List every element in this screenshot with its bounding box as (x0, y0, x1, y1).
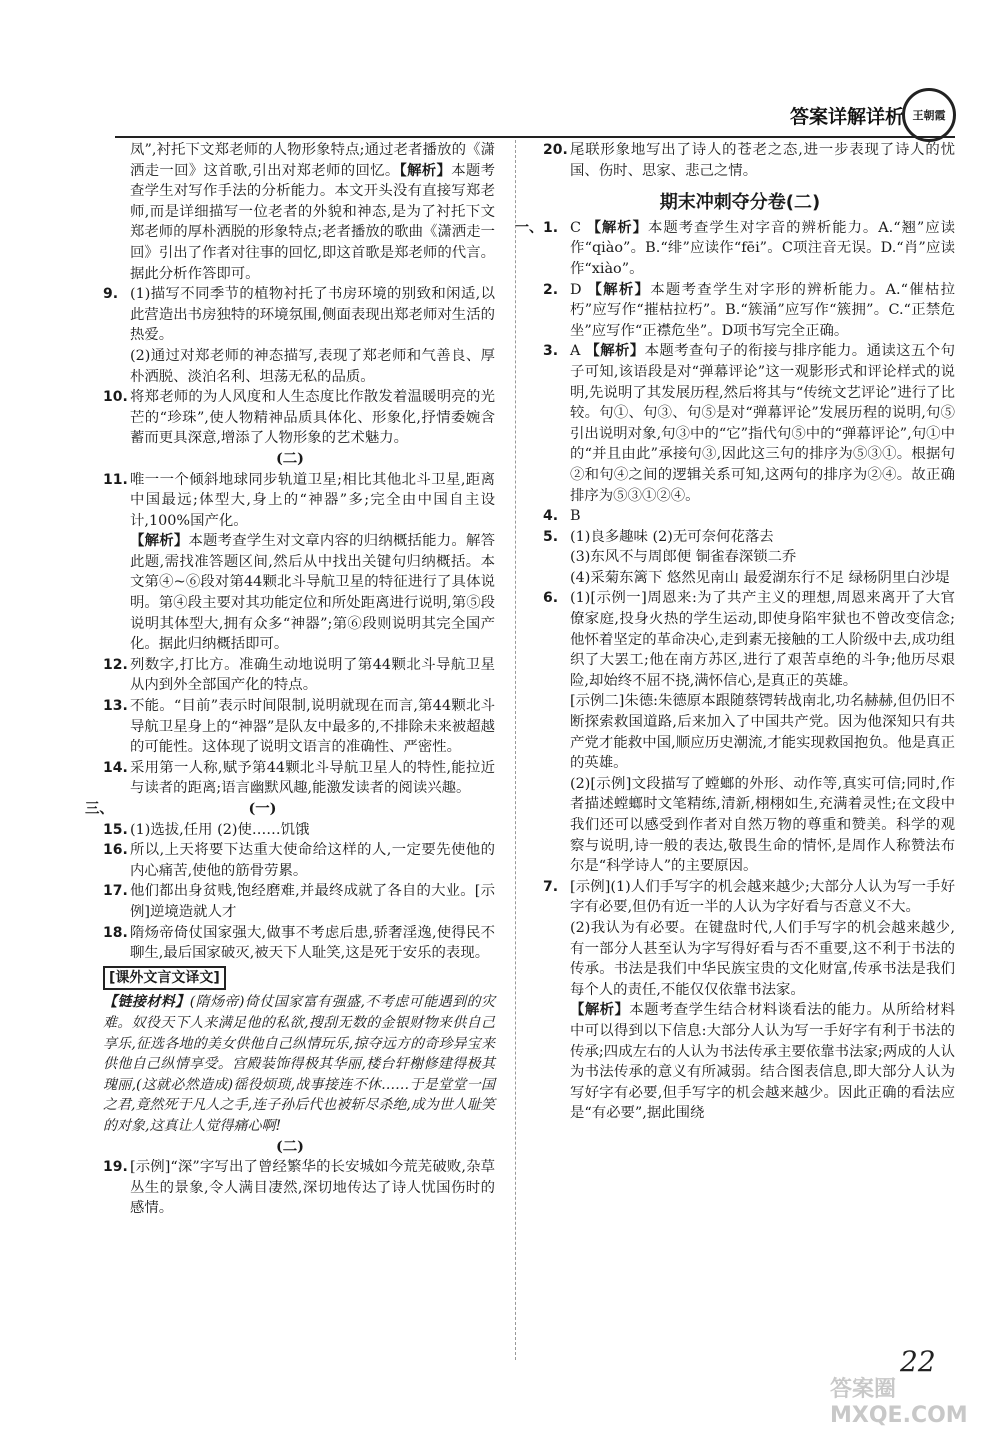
answer-r5-part-3: (3)东风不与周郎便 铜雀春深锁二乔 (570, 549, 797, 566)
answer-15: 15. (1)选拔,任用 (2)使……饥饿 (103, 821, 310, 838)
answer-r7-analysis: 【解析】本题考查学生结合材料谈看法的能力。从所给材料中可以得到以下信息:大部分人认为写一手好字有利于书法的传承;四成左右的人认为书法传承主要依靠书法家;两成的人认为书法传承的意义有所减弱。结合图表信息,即大部分人认为写好字有必要,但手写字的机会越来越少。因此正确的看法应是“有必要”,据此围绕 (570, 1002, 955, 1122)
column-divider (515, 140, 516, 1360)
right-column (515, 140, 956, 1124)
answer-r1: 一、 1. C 【解析】本题考查学生对字音的辨析能力。A.“翘”应读作“qiào”。B.“绯”应读作“fēi”。C项注音无误。D.“肖”应读作“xiào”。 (515, 219, 955, 277)
site-watermark: 答案圈 MXQE.COM (830, 1377, 968, 1428)
answer-14: 14. 采用第一人称,赋予第44颗北斗导航卫星人的特性,能拉近与读者的距离;语言幽默风趣,能激发读者的阅读兴趣。 (103, 759, 495, 797)
answer-11: 11. 唯一一个倾斜地球同步轨道卫星;相比其他北斗卫星,距离中国最远;体型大,身上的“神器”多;完全由中国自主设计,100%国产化。 (103, 471, 495, 529)
answer-r6-example-2: [示例二]朱德:朱德原本跟随蔡锷转战南北,功名赫赫,但仍旧不断探索救国道路,后来加入了中国共产党。因为他深知只有共产党才能救中国,顺应历史潮流,才能实现救国抱负。他是真正的英雄。 (570, 693, 955, 772)
answer-r7-part-2: (2)我认为有必要。在键盘时代,人们手写字的机会越来越少,有一部分人甚至认为字写得好看与否不重要,这不利于书法的传承。书法是我们中华民族宝贵的文化财富,传承书法是我们每个人的责任,不能仅仅依靠书法家。 (570, 919, 955, 998)
answer-11-analysis: 【解析】本题考查学生对文章内容的归纳概括能力。解答此题,需找准答题区间,然后从中找出关键句归纳概括。本文第④~⑥段对第44颗北斗导航卫星的特征进行了具体说明。第④段主要对其功能定位和所处距离进行说明,第⑤段说明其体型大,拥有众多“神器”;第⑥段则说明其完全国产化。据此归纳概括即可。 (130, 533, 495, 653)
answer-r5: 5. (1)良多趣味 (2)无可奈何花落去 (543, 528, 774, 545)
section-three-header: 三、 (一) (85, 800, 277, 817)
exam-section-title: 期末冲刺夺分卷(二) (659, 192, 821, 214)
extra-translation-title: [课外文言文译文] (103, 966, 226, 991)
publisher-logo: 王朝霞 (902, 88, 956, 142)
header-rule (115, 136, 955, 138)
subsection-title: (二) (275, 449, 304, 467)
header-title: 答案详解详析 (790, 106, 905, 128)
left-column (85, 140, 495, 1219)
answer-20: 20. 尾联形象地写出了诗人的苍老之态,进一步表现了诗人的忧国、伤时、思家、悲己之情。 (543, 142, 955, 179)
answer-18: 18. 隋炀帝倚仗国家强大,做事不考虑后患,骄奢淫逸,使得民不聊生,最后国家破灭,被天下人耻笑,这是死于安乐的表现。 (103, 924, 495, 962)
answer-13: 13. 不能。“目前”表示时间限制,说明就现在而言,第44颗北斗导航卫星身上的“神器”是队友中最多的,不排除未来被超越的可能性。这体现了说明文语言的准确性、严密性。 (103, 698, 495, 756)
answer-r7: 7. [示例](1)人们手写字的机会越来越少;大部分人认为写一手好字有必要,但仍有近一半的人认为字好看与否意义不大。 (543, 878, 955, 916)
extra-translation-text: 【链接材料】(隋炀帝)倚仗国家富有强盛,不考虑可能遇到的灾难。奴役天下人来满足他的私欲,搜刮无数的金银财物来供自己享乐,征选各地的美女供他自己纵情玩乐,掠夺远方的奇珍异宝来供他自己纵情享受。宫殿装饰得极其华丽,楼台轩榭修建得极其瑰丽,(这就必然造成)徭役烦琐,战事接连不休……于是堂堂一国之君,竟然死于凡人之手,连子孙后代也被斩尽杀绝,成为世人耻笑的对象,这真让人觉得痛心啊! (103, 994, 496, 1134)
answer-16: 16. 所以,上天将要下达重大使命给这样的人,一定要先使他的内心痛苦,使他的筋骨劳累。 (103, 842, 495, 879)
answer-17: 17. 他们都出身贫贱,饱经磨难,并最终成就了各自的大业。[示例]逆境造就人才 (103, 883, 495, 920)
answer-r6-part-2: (2)[示例]文段描写了螳螂的外形、动作等,真实可信;同时,作者描述螳螂时文笔精练,清新,栩栩如生,充满着灵性;在文段中我们还可以感受到作者对自然万物的尊重和赞美。科学的观察与说明,诗一般的表达,敬畏生命的情怀,是周作人称赞法布尔是“科学诗人”的主要原因。 (570, 775, 955, 875)
answer-r4: 4. B (543, 508, 581, 525)
answer-r5-part-4: (4)采菊东篱下 悠然见南山 最爱湖东行不足 绿杨阴里白沙堤 (570, 569, 950, 586)
answer-12: 12. 列数字,打比方。准确生动地说明了第44颗北斗导航卫星从内到外全部国产化的特点。 (103, 656, 495, 694)
answer-19: 19. [示例]“深”字写出了曾经繁华的长安城如今荒芜破败,杂草丛生的景象,令人满目凄然,深切地传达了诗人忧国伤时的感情。 (103, 1159, 495, 1217)
answer-10: 10. 将郑老师的为人风度和人生态度比作散发着温暖明亮的光芒的“珍珠”,使人物精神品质具体化、形象化,抒情委婉含蓄而更具深意,增添了人物形象的艺术魅力。 (103, 389, 495, 447)
answer-r3: 3. A 【解析】本题考查句子的衔接与排序能力。通读这五个句子可知,该语段是对“弹幕评论”这一观影形式和评论样式的说明,先说明了其发展历程,然后将其与“传统文艺评论”进行了比较。句①、句③、句⑤是对“弹幕评论”发展历程的说明,句⑤引出说明对象,句③中的“它”指代句⑤中的“弹幕评论”,句①中的“并且由此”承接句③,因此这三句的排序为⑤③①。根据句②和句④之间的逻辑关系可知,这两句的排序为②④。故正确排序为⑤③①②④。 (543, 343, 955, 504)
subsection-title-2: (二) (275, 1137, 304, 1155)
answer-continuation: 凤”,衬托下文郑老师的人物形象特点;通过老者播放的《潇洒走一回》这首歌,引出对郑老师的回忆。【解析】本题考查学生对写作手法的分析能力。本文开头没有直接写郑老师,而是详细描写一位老者的外貌和神态,是为了衬托下文郑老师的厚朴洒脱的形象特点;老者播放的歌曲《潇洒走一回》引出了作者对往事的回忆,即这首歌是郑老师的代言。据此分析作答即可。 (130, 142, 495, 282)
page-number: 22 (900, 1345, 936, 1378)
answer-r6: 6. (1)[示例一]周恩来:为了共产主义的理想,周恩来离开了大官僚家庭,投身火热的学生运动,即使身陷牢狱也不曾改变信念;他怀着坚定的革命决心,走到素无接触的工人阶级中去,成功组织了大罢工;他在南方苏区,进行了艰苦卓绝的斗争;他历尽艰险,却始终不屈不挠,满怀信心,是真正的英雄。 (543, 590, 955, 689)
answer-9-part-2: (2)通过对郑老师的神态描写,表现了郑老师和气善良、厚朴洒脱、淡泊名利、坦荡无私的品质。 (130, 347, 495, 385)
answer-9: 9. (1)描写不同季节的植物衬托了书房环境的别致和闲适,以此营造出书房独特的环境氛围,侧面表现出郑老师对生活的热爱。 (103, 286, 495, 344)
answer-r2: 2. D 【解析】本题考查学生对字形的辨析能力。A.“催枯拉朽”应写作“摧枯拉朽”。B.“簇涌”应写作“簇拥”。C.“正禁危坐”应写作“正襟危坐”。D项书写完全正确。 (543, 281, 956, 339)
